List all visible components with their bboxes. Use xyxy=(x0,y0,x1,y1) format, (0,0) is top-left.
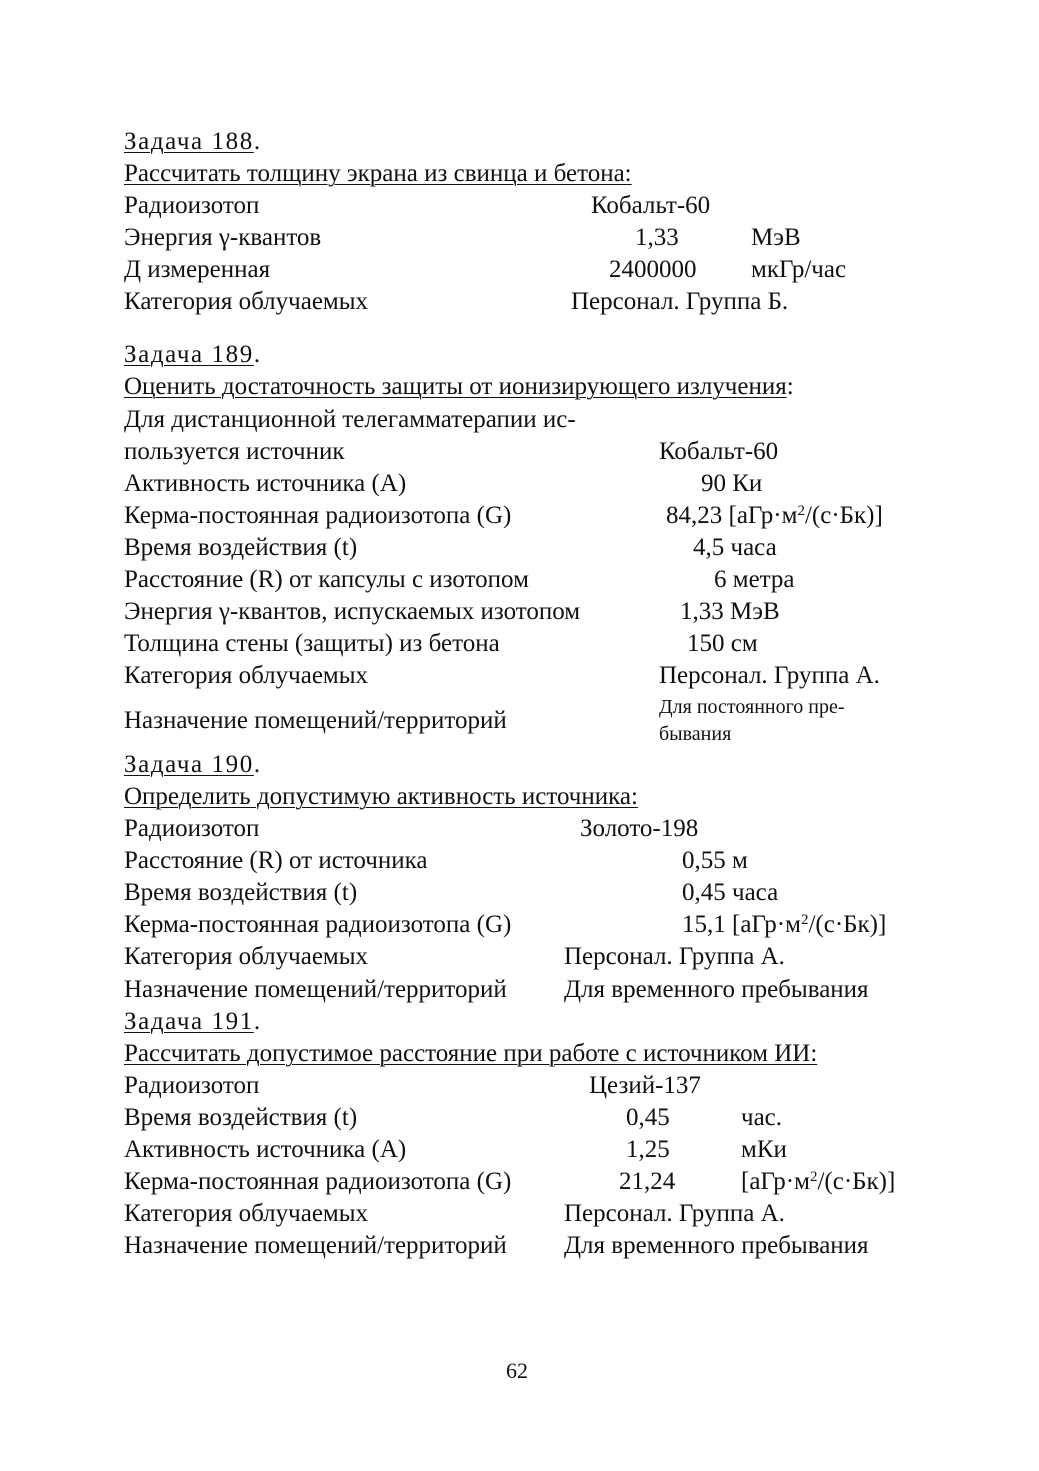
task-190-heading: Задача 190. xyxy=(124,751,261,778)
task-188-row-label: Д измеренная xyxy=(124,256,271,283)
task-190-row-value: 15,1 $[аГр\cdot м^2/(с\cdot Бк)]$ xyxy=(682,911,887,938)
task-190-row-label: Расстояние (R) от источника xyxy=(124,847,428,874)
task-189-row-value: 6 метра xyxy=(714,566,795,593)
task-189-row-label: Керма-постоянная радиоизотопа (G) xyxy=(124,502,512,529)
task-191-row-value: Персонал. Группа А. xyxy=(564,1200,785,1227)
task-190-row-value: Золото-198 xyxy=(580,815,699,842)
task-189-row-label: пользуется источник xyxy=(124,438,345,465)
task-189-row-value: 4,5 часа xyxy=(693,534,777,561)
task-189-row-value: Персонал. Группа А. xyxy=(659,662,880,689)
task-188-title: Задача 188 xyxy=(124,128,254,155)
task-188-statement: Рассчитать толщину экрана из свинца и бетона: xyxy=(124,160,632,187)
task-188-row-value: Кобальт-60 xyxy=(591,192,711,219)
task-189-row-label: Назначение помещений/территорий xyxy=(124,707,507,734)
task-189-row-label: Для дистанционной телегамматерапии ис- xyxy=(124,406,576,433)
task-191-row-unit: час. xyxy=(741,1104,783,1131)
task-190-row-label: Радиоизотоп xyxy=(124,815,260,842)
task-190-row-label: Время воздействия (t) xyxy=(124,879,358,906)
task-190-row-label: Категория облучаемых xyxy=(124,943,369,970)
task-189-row-value: Для постоянного пре- xyxy=(659,696,845,718)
task-189-row-label: Категория облучаемых xyxy=(124,662,369,689)
task-191-row-unit: мКи xyxy=(741,1136,787,1163)
task-189-row-value: 90 Ки xyxy=(701,470,763,497)
task-189-row-label: Толщина стены (защиты) из бетона xyxy=(124,630,500,657)
task-191-row-label: Керма-постоянная радиоизотопа (G) xyxy=(124,1168,512,1195)
task-190-statement: Определить допустимую активность источника: xyxy=(124,783,638,810)
task-190-row-label: Назначение помещений/территорий xyxy=(124,976,507,1003)
task-191-row-value: Цезий-137 xyxy=(589,1072,701,1099)
task-188-row-unit: мкГр/час xyxy=(751,256,847,283)
task-191-row-unit: $[аГр\cdot м^2/(с\cdot Бк)]$ xyxy=(741,1168,896,1195)
task-191-row-label: Категория облучаемых xyxy=(124,1200,369,1227)
task-189-row-label: Расстояние (R) от капсулы с изотопом xyxy=(124,566,529,593)
task-188-row-value: 2400000 xyxy=(609,256,697,283)
task-189-row-label: Активность источника (A) xyxy=(124,470,407,497)
task-191-title: Задача 191 xyxy=(124,1008,254,1035)
task-191-row-value: 21,24 xyxy=(619,1168,676,1195)
task-190-row-label: Керма-постоянная радиоизотопа (G) xyxy=(124,911,512,938)
task-189-row-value: Кобальт-60 xyxy=(659,438,779,465)
task-188-row-value: 1,33 xyxy=(635,224,679,251)
task-188-row-label: Радиоизотоп xyxy=(124,192,260,219)
task-189-statement: Оценить достаточность защиты от ионизирующего излучения: xyxy=(124,373,794,400)
task-191-row-label: Назначение помещений/территорий xyxy=(124,1232,507,1259)
task-190-row-value: 0,45 часа xyxy=(682,879,779,906)
task-189-row-value: 84,23 $[аГр\cdot м^2/(с\cdot Бк)]$ xyxy=(666,502,883,529)
task-191-row-value: 1,25 xyxy=(626,1136,670,1163)
task-188-row-value: Персонал. Группа Б. xyxy=(571,288,789,315)
task-191-heading: Задача 191. xyxy=(124,1008,261,1035)
page-number: 62 xyxy=(506,1358,528,1383)
task-191-row-value: 0,45 xyxy=(626,1104,670,1131)
task-188-row-label: Категория облучаемых xyxy=(124,288,369,315)
task-189-row-label: Время воздействия (t) xyxy=(124,534,358,561)
task-189-row-value: бывания xyxy=(659,723,732,745)
task-189-row-value: 150 см xyxy=(687,630,758,657)
task-191-row-label: Радиоизотоп xyxy=(124,1072,260,1099)
task-191-statement: Рассчитать допустимое расстояние при работе с источником ИИ: xyxy=(124,1040,818,1067)
task-190-row-value: Персонал. Группа А. xyxy=(564,943,785,970)
task-188-row-unit: МэВ xyxy=(751,224,801,251)
task-189-row-value: 1,33 МэВ xyxy=(680,598,780,625)
task-191-row-label: Время воздействия (t) xyxy=(124,1104,358,1131)
task-190-row-value: Для временного пребывания xyxy=(564,976,869,1003)
task-188-row-label: Энергия γ-квантов xyxy=(124,224,322,251)
task-189-row-label: Энергия γ-квантов, испускаемых изотопом xyxy=(124,598,581,625)
task-190-title: Задача 190 xyxy=(124,751,254,778)
task-189-title: Задача 189 xyxy=(124,341,254,368)
task-188-heading: Задача 188. xyxy=(124,128,261,155)
task-189-heading: Задача 189. xyxy=(124,341,261,368)
task-191-row-value: Для временного пребывания xyxy=(564,1232,869,1259)
task-191-row-label: Активность источника (A) xyxy=(124,1136,407,1163)
task-190-row-value: 0,55 м xyxy=(682,847,748,874)
